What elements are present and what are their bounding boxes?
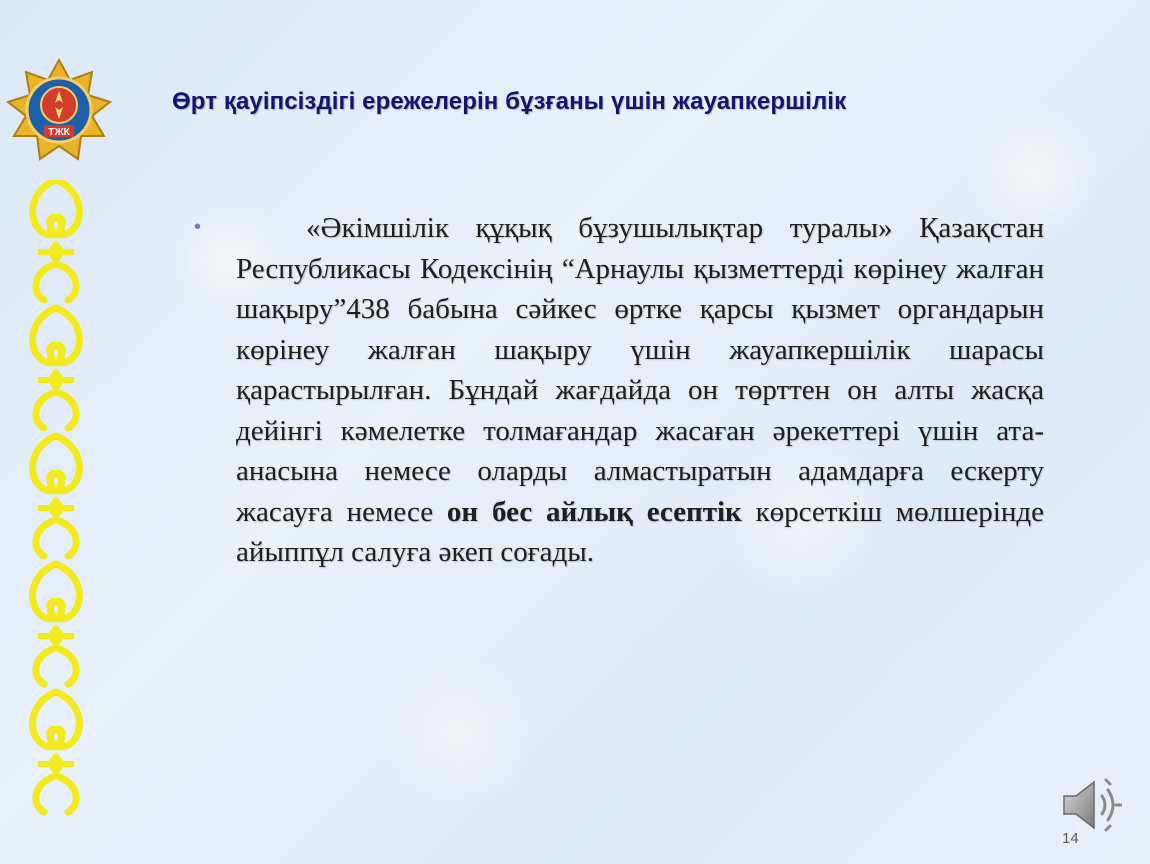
page-number: 14 (1062, 830, 1079, 847)
slide-title: Өрт қауіпсіздігі ережелерін бұзғаны үшін жауапкершілік (172, 88, 847, 115)
paragraph-text: «Әкімшілік құқық бұзушылықтар туралы» Қазақстан Республикасы Кодексінің “Арнаулы қызметтерді көрінеу жалған шақыру”438 бабына сәйкес өртке қарсы қызмет органдарын көрінеу жалған шақыру үшін жауапкершілік шарасы қарастырылған. Бұндай жағдайда он төрттен он алты жасқа дейінгі кәмелетке толмағандар жасаған әрекеттері үшін ата-анасына немесе оларды алмастыратын адамдарға ескерту жасауға немесе (236, 212, 1044, 528)
bullet-marker: • (194, 216, 202, 238)
emergency-emblem-icon (4, 58, 114, 168)
paragraph-text-end: көрсеткіш мөлшерінде айыппұл салуға әкеп соғады. (236, 495, 1044, 568)
emblem-text: ТЖК (48, 127, 70, 138)
kazakh-ornament-border-icon (20, 180, 92, 830)
speaker-icon[interactable] (1060, 776, 1122, 834)
body-paragraph (236, 208, 1044, 573)
paragraph-bold-text: он бес айлық есептік (446, 495, 742, 528)
